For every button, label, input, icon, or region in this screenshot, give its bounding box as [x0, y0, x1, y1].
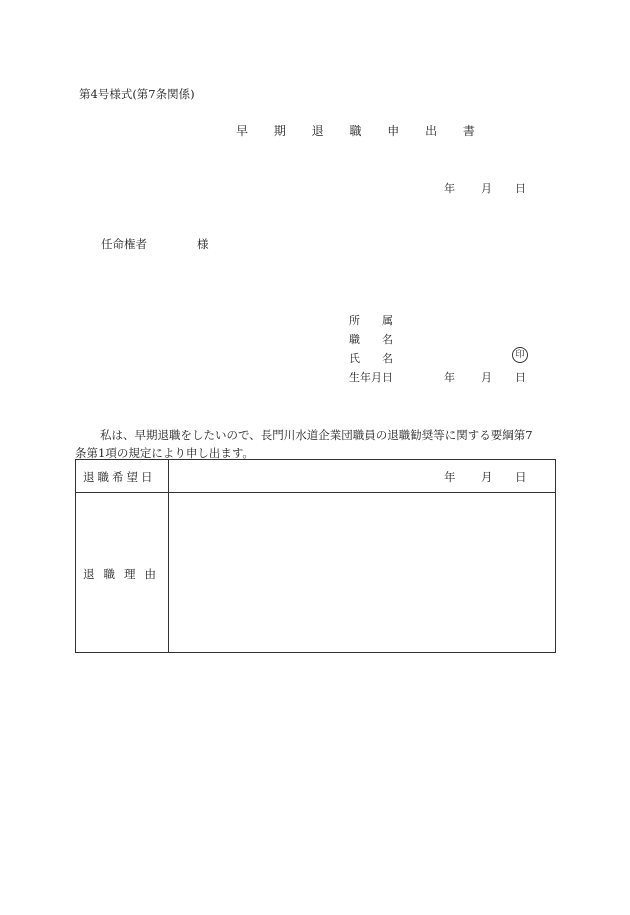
birth-day: 日 [515, 371, 526, 384]
retire-month: 月 [481, 470, 493, 484]
affiliation-label: 所 属 [349, 314, 393, 327]
retire-date-label: 退職希望日 [83, 470, 156, 484]
date-day: 日 [515, 182, 526, 195]
statement [75, 426, 556, 462]
addressee-honorific: 様 [197, 237, 209, 251]
table-divider-horizontal [76, 492, 555, 493]
birth-month: 月 [481, 371, 492, 384]
retirement-table [75, 459, 556, 653]
retire-day: 日 [515, 470, 527, 484]
date-month: 月 [481, 182, 492, 195]
birthdate-label: 生年月日 [349, 371, 393, 384]
statement-line-1: 私は、早期退職をしたいので、長門川水道企業団職員の退職勧奨等に関する要綱第7 [100, 428, 533, 442]
seal-icon: 印 [512, 347, 528, 363]
retire-year: 年 [444, 470, 456, 484]
name-label: 氏 名 [349, 352, 393, 365]
form-number: 第4号様式(第7条関係) [79, 87, 195, 101]
statement-line-2: 条第1項の規定により申し出ます。 [75, 446, 254, 460]
addressee-name: 任命権者 [101, 237, 147, 251]
birth-year: 年 [444, 371, 455, 384]
position-label: 職 名 [349, 333, 393, 346]
addressee [101, 236, 209, 252]
document-title: 早 期 退 職 申 出 書 [236, 124, 486, 138]
table-divider-vertical [168, 460, 169, 652]
date-year: 年 [444, 182, 455, 195]
retire-reason-label: 退職理由 [83, 567, 165, 581]
